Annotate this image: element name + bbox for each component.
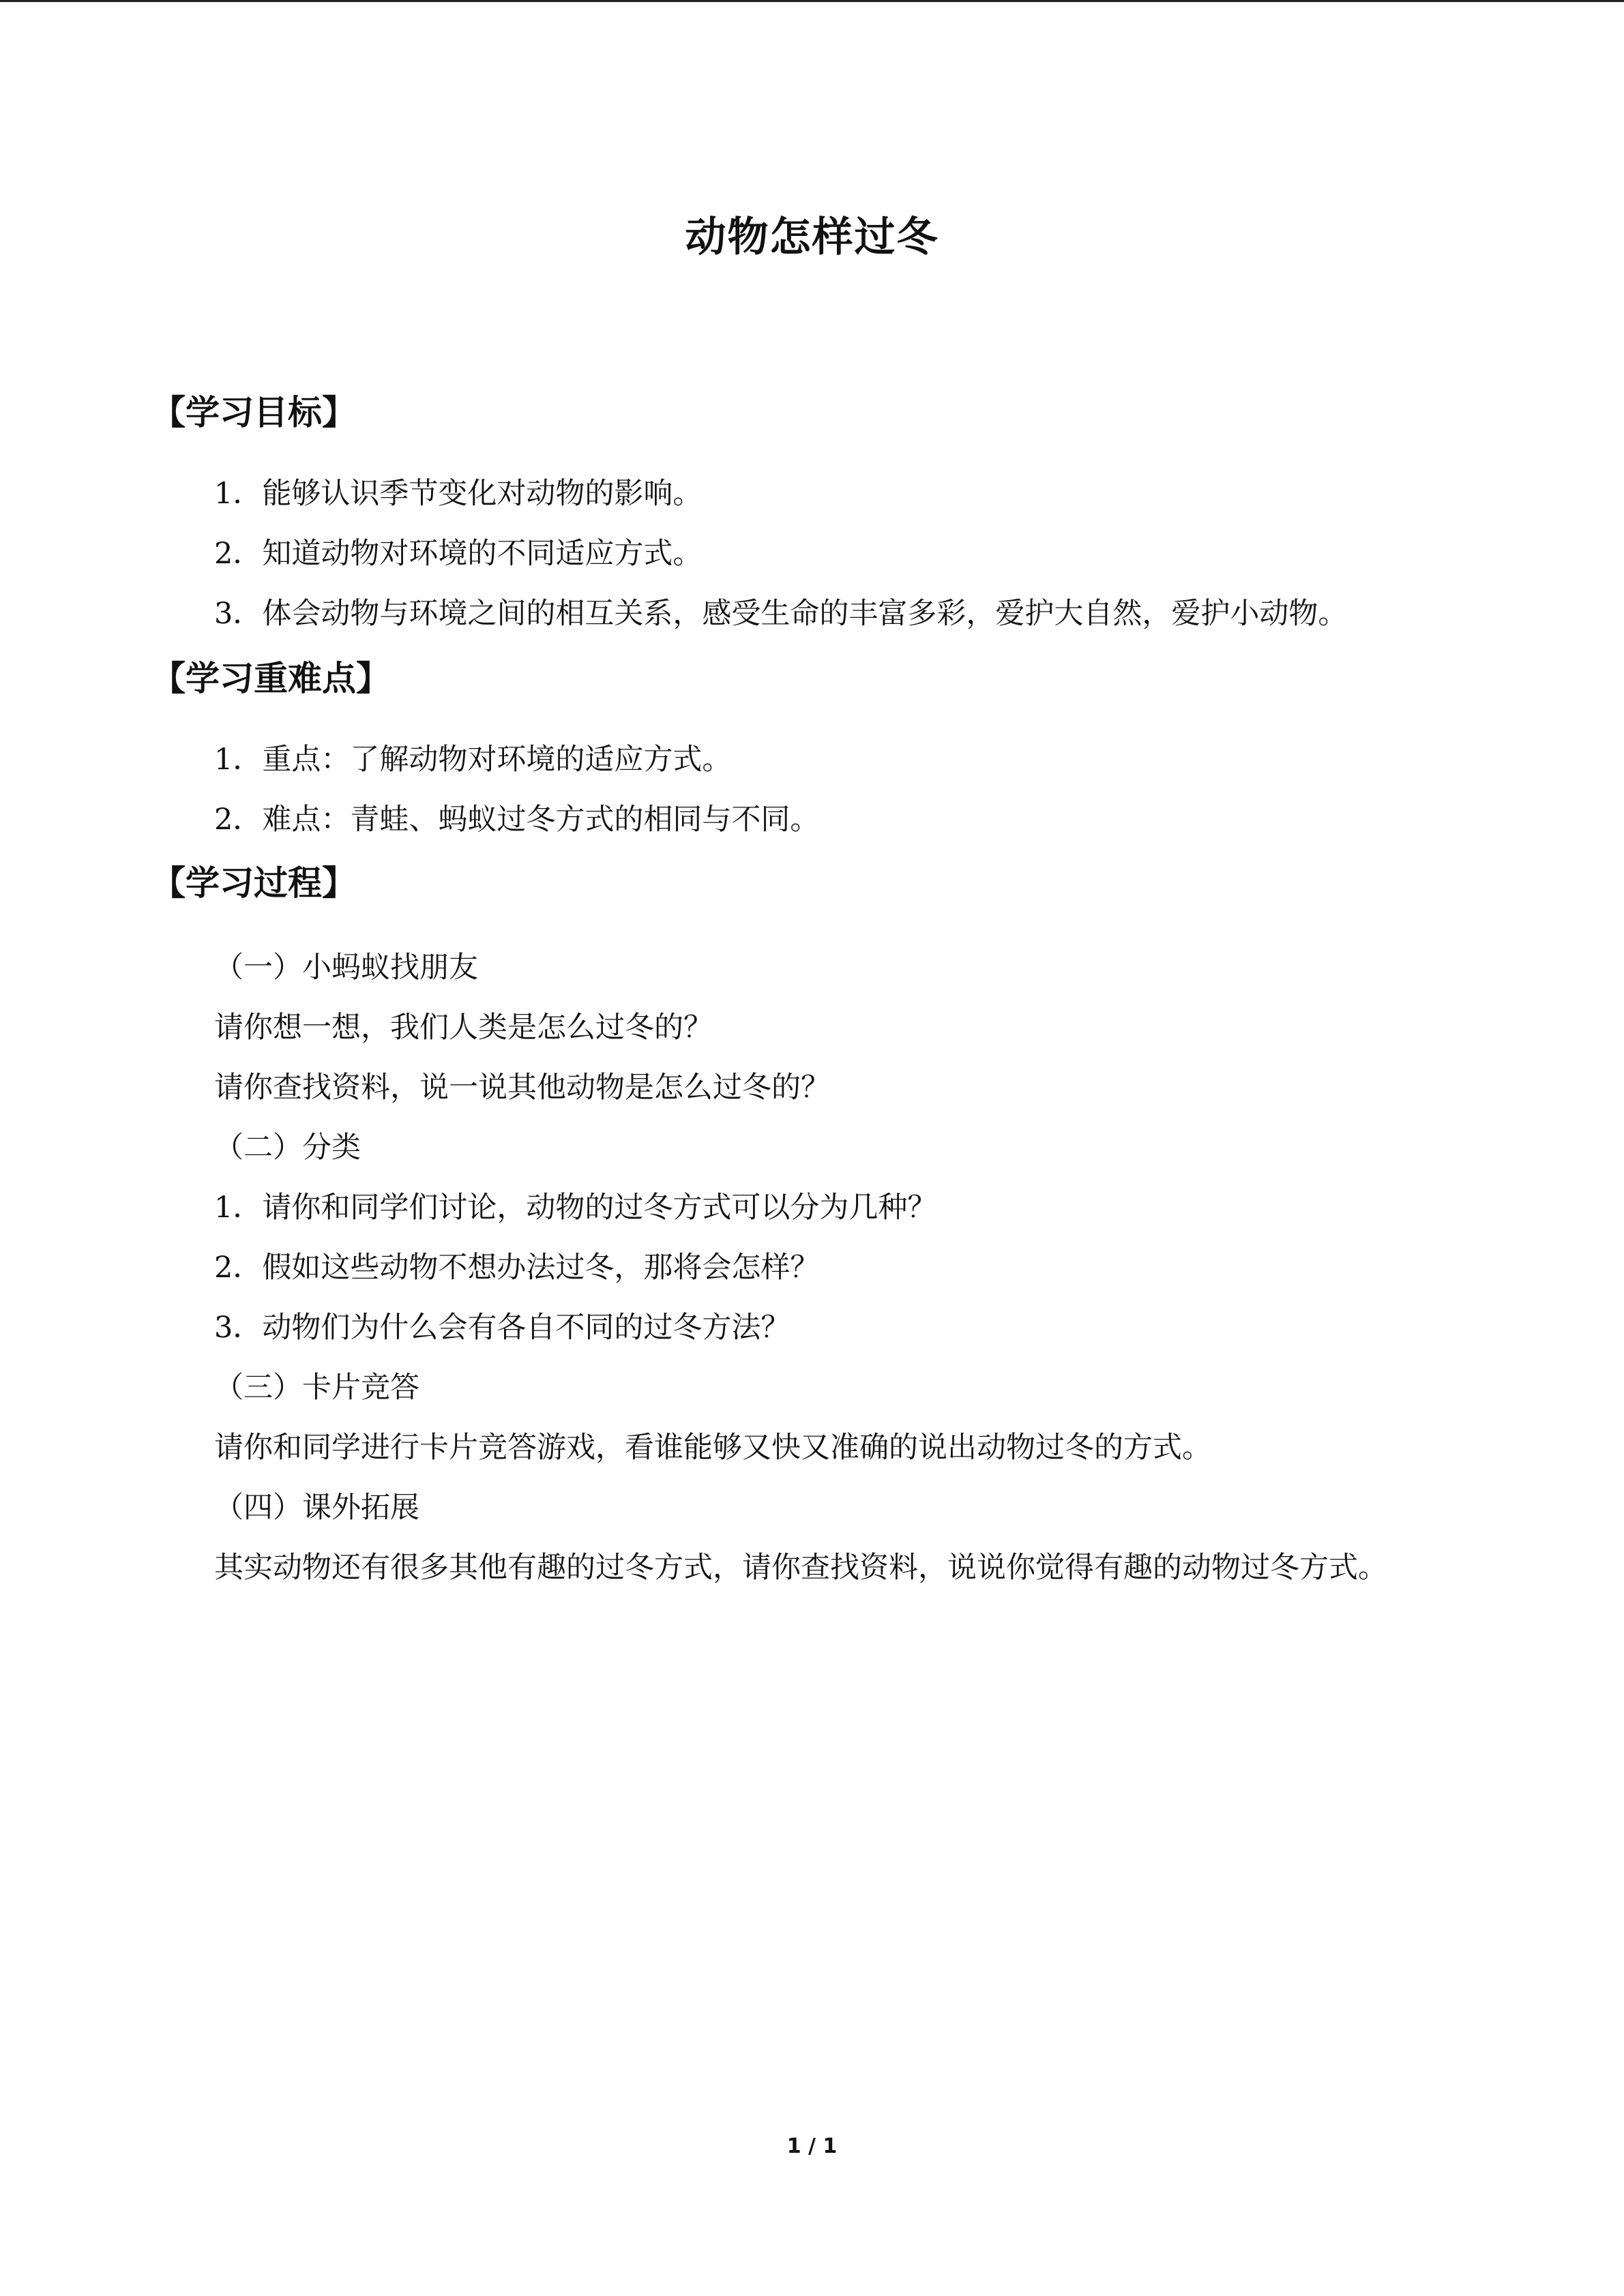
keypoint-item-2: 2．难点：青蛙、蚂蚁过冬方式的相同与不同。 [214, 803, 820, 837]
heading-learning-goals: 【学习目标】 [151, 393, 356, 432]
process-line: 请你和同学进行卡片竞答游戏，看谁能够又快又准确的说出动物过冬的方式。 [214, 1431, 1211, 1465]
heading-learning-process: 【学习过程】 [151, 863, 356, 903]
goal-item-1: 1．能够认识季节变化对动物的影响。 [214, 477, 703, 511]
process-final-paragraph: 其实动物还有很多其他有趣的过冬方式，请你查找资料，说说你觉得有趣的动物过冬方式。 [214, 1551, 1387, 1585]
page-title: 动物怎样过冬 [685, 213, 939, 261]
process-subheading-2: （二）分类 [214, 1131, 361, 1165]
top-border-line [0, 0, 1624, 2]
heading-key-difficult-points: 【学习重难点】 [151, 659, 390, 698]
process-line: 2．假如这些动物不想办法过冬，那将会怎样？ [214, 1251, 820, 1285]
process-line: 请你想一想，我们人类是怎么过冬的？ [214, 1011, 713, 1045]
process-line: 3．动物们为什么会有各自不同的过冬方法？ [214, 1311, 791, 1345]
goal-item-3: 3．体会动物与环境之间的相互关系，感受生命的丰富多彩，爱护大自然，爱护小动物。 [214, 597, 1348, 631]
process-subheading-4: （四）课外拓展 [214, 1491, 419, 1525]
page-number: 1 / 1 [786, 2134, 838, 2158]
process-line: 1．请你和同学们讨论，动物的过冬方式可以分为几种？ [214, 1191, 937, 1225]
process-subheading-3: （三）卡片竞答 [214, 1371, 419, 1405]
keypoint-item-1: 1．重点：了解动物对环境的适应方式。 [214, 743, 732, 777]
process-line: 请你查找资料，说一说其他动物是怎么过冬的？ [214, 1071, 830, 1105]
goal-item-2: 2．知道动物对环境的不同适应方式。 [214, 537, 703, 571]
process-subheading-1: （一）小蚂蚁找朋友 [214, 951, 478, 985]
